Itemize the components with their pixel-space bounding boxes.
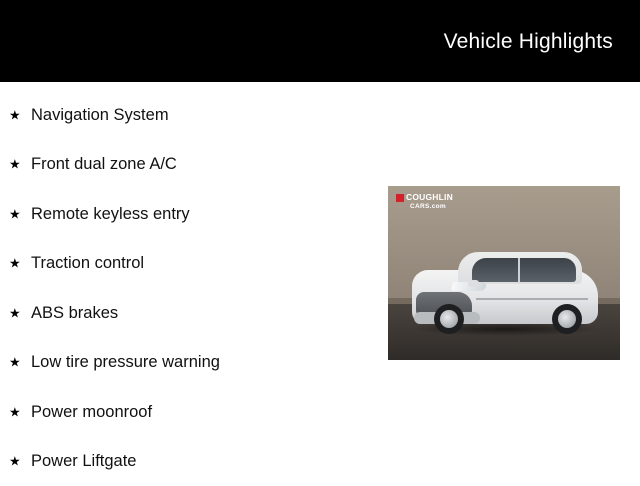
star-icon: ★: [9, 207, 21, 220]
feature-label: Navigation System: [31, 105, 169, 125]
list-item: [0, 288, 370, 338]
star-icon: ★: [9, 257, 21, 270]
header-bar: [0, 0, 640, 82]
feature-label: Traction control: [31, 253, 144, 273]
dealer-logo-name: COUGHLIN: [406, 193, 453, 202]
feature-label: Low tire pressure warning: [31, 352, 220, 372]
star-icon: ★: [9, 405, 21, 418]
suv-front-rim: [440, 310, 458, 328]
list-item: [0, 140, 370, 190]
list-item: [0, 90, 370, 140]
suv-windshield: [472, 258, 576, 282]
feature-label: Remote keyless entry: [31, 204, 190, 224]
dealer-logo-mark-icon: [396, 194, 404, 202]
list-item: [0, 387, 370, 437]
list-item: [0, 239, 370, 289]
star-icon: ★: [9, 306, 21, 319]
star-icon: ★: [9, 108, 21, 121]
star-icon: ★: [9, 455, 21, 468]
vehicle-photo: [388, 186, 620, 360]
suv-rear-rim: [558, 310, 576, 328]
feature-label: Front dual zone A/C: [31, 154, 177, 174]
list-item: [0, 338, 370, 388]
star-icon: ★: [9, 356, 21, 369]
list-item: [0, 189, 370, 239]
feature-label: ABS brakes: [31, 303, 118, 323]
dealer-logo: [396, 193, 462, 213]
feature-label: Power moonroof: [31, 402, 152, 422]
star-icon: ★: [9, 158, 21, 171]
list-item: [0, 437, 370, 486]
dealer-logo-subtext: CARS.com: [410, 203, 446, 210]
suv-door-pillar: [518, 258, 520, 282]
suv-illustration: [406, 246, 604, 342]
feature-list: [0, 90, 370, 486]
suv-front-wheel: [434, 304, 464, 334]
feature-label: Power Liftgate: [31, 451, 136, 471]
suv-side-mirror: [468, 280, 479, 287]
suv-rear-wheel: [552, 304, 582, 334]
suv-body-crease: [476, 298, 588, 300]
page-title: Vehicle Highlights: [444, 29, 613, 54]
